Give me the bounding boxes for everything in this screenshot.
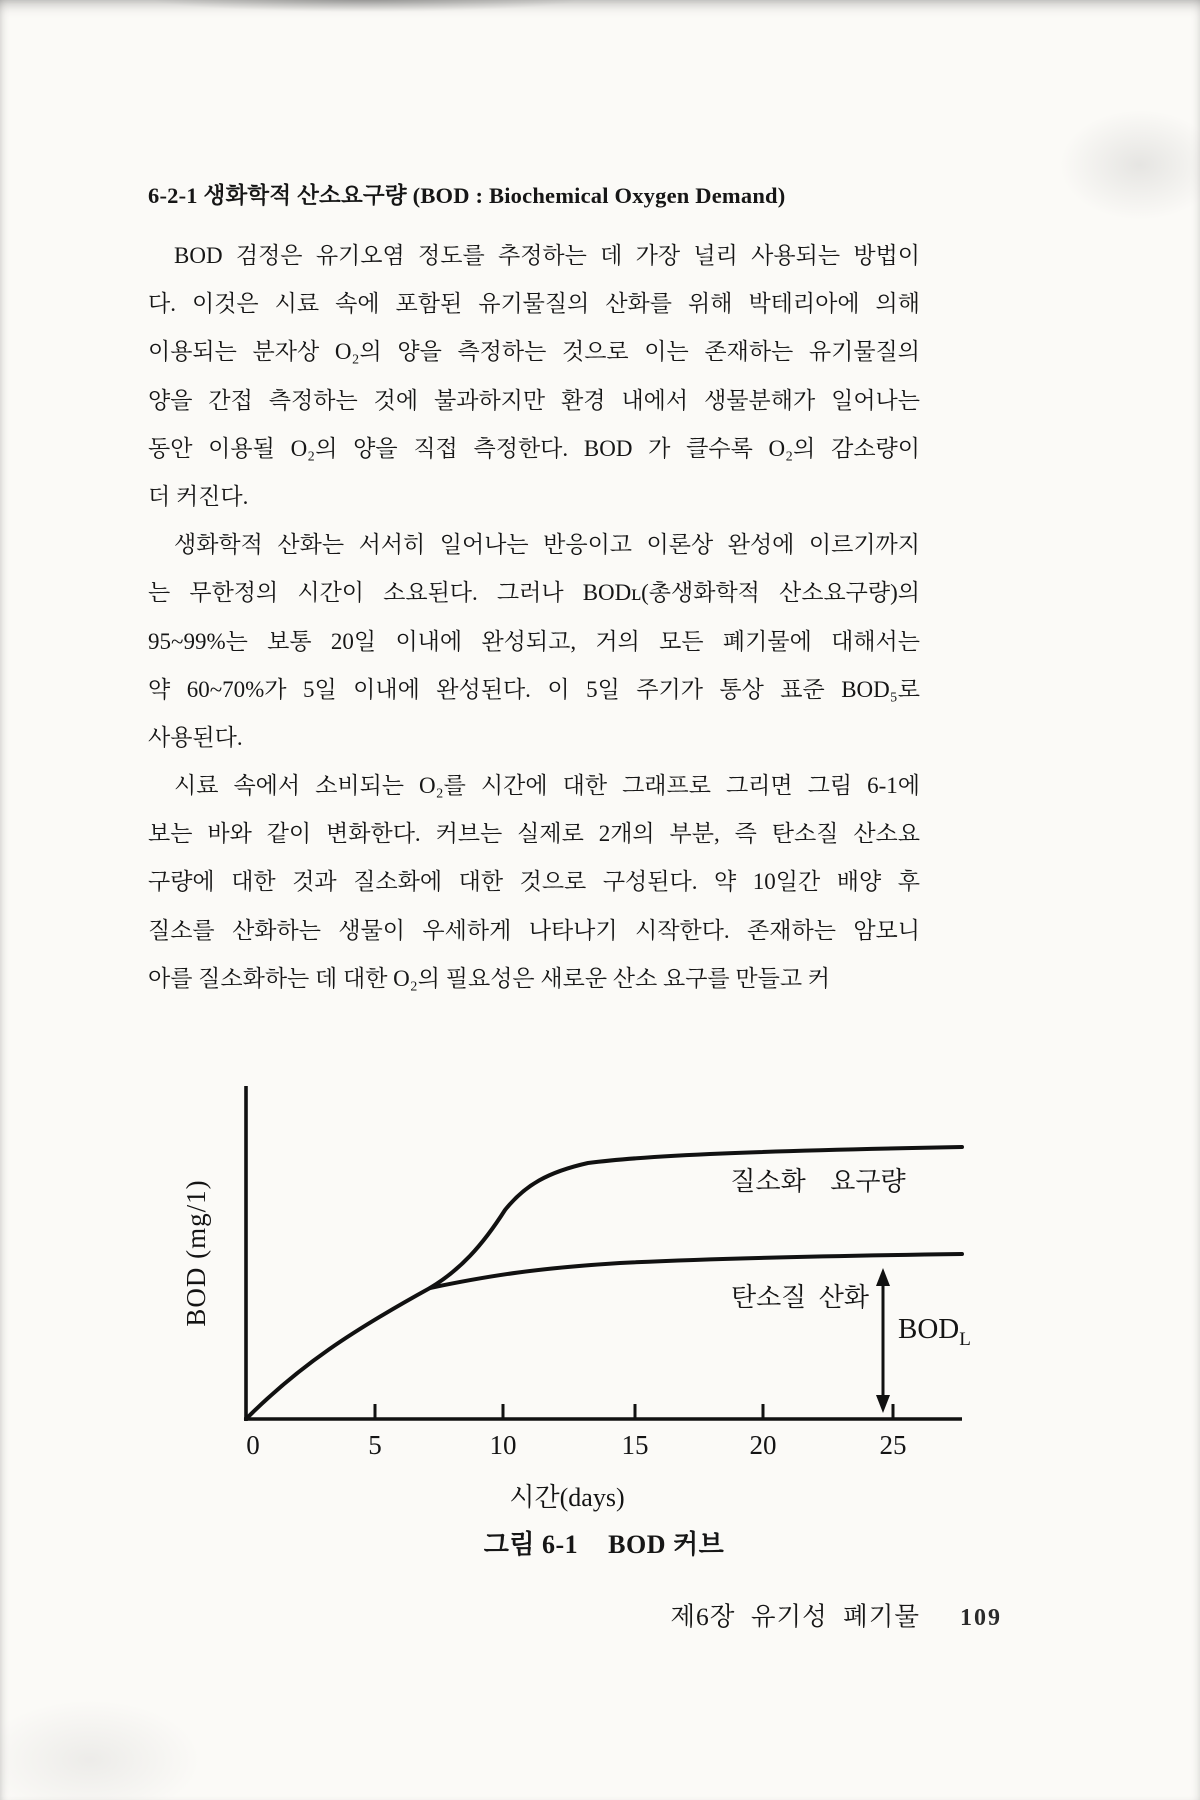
x-tick-marks — [375, 1404, 893, 1419]
figure-caption-title: BOD 커브 — [608, 1530, 725, 1559]
bod-l-base: BOD — [898, 1313, 960, 1345]
bod-curve-figure — [0, 1040, 1200, 1580]
body-line: BOD 검정은 유기오염 정도를 추정하는 데 가장 널리 사용되는 방법이 — [174, 243, 920, 268]
x-tick-label: 0 — [246, 1430, 260, 1460]
y-axis-label: BOD (mg/1) — [181, 1179, 211, 1327]
chapter-title: 제6장 유기성 폐기물 — [670, 1602, 920, 1631]
carbonaceous-curve — [246, 1254, 962, 1419]
body-line: 이용되는 분자상 O₂의 양을 측정하는 것으로 이는 존재하는 유기물질의 — [148, 339, 920, 365]
body-line: 95~99%는 보통 20일 이내에 완성되고, 거의 모든 폐기물에 대해서는 — [148, 628, 920, 654]
scan-artifact — [1060, 110, 1200, 220]
section-heading: 6-2-1 생화학적 산소요구량 (BOD : Biochemical Oxygen Demand) — [148, 183, 786, 208]
scan-artifact — [0, 1700, 200, 1800]
page-footer — [520, 1597, 1002, 1633]
bod-curve-chart — [0, 1040, 1200, 1580]
x-tick-labels — [246, 1430, 906, 1460]
body-line: 질소를 산화하는 생물이 우세하게 나타나기 시작한다. 존재하는 암모니 — [148, 917, 920, 943]
body-line: 더 커진다. — [148, 483, 249, 509]
x-tick-label: 5 — [368, 1430, 382, 1460]
body-line: 생화학적 산화는 서서히 일어나는 반응이고 이론상 완성에 이르기까지 — [174, 532, 920, 558]
body-line: 동안 이용될 O₂의 양을 직접 측정한다. BOD 가 클수록 O₂의 감소량이 — [148, 435, 920, 461]
page-number: 109 — [960, 1605, 1002, 1631]
carbonaceous-label: 탄소질 산화 — [730, 1283, 870, 1312]
figure-caption-label: 그림 6-1 — [483, 1530, 579, 1559]
body-line: 양을 간접 측정하는 것에 불과하지만 환경 내에서 생물분해가 일어나는 — [148, 387, 920, 413]
body-line: 사용된다. — [148, 724, 243, 750]
body-text — [148, 232, 920, 1003]
bod-l-arrow — [876, 1268, 890, 1413]
body-line: 는 무한정의 시간이 소요된다. 그러나 BODʟ(총생화학적 산소요구량)의 — [148, 580, 920, 606]
body-line: 보는 바와 같이 변화한다. 커브는 실제로 2개의 부분, 즉 탄소질 산소요 — [148, 821, 920, 847]
x-tick-label: 20 — [749, 1430, 777, 1460]
x-axis-label: 시간(days) — [509, 1483, 625, 1512]
x-tick-label: 15 — [621, 1430, 649, 1460]
x-tick-label: 25 — [879, 1430, 907, 1460]
bod-l-label — [898, 1313, 971, 1350]
body-line: 아를 질소화하는 데 대한 O₂의 필요성은 새로운 산소 요구를 만들고 커 — [148, 965, 831, 991]
bod-l-subscript: L — [959, 1329, 971, 1350]
body-line: 구량에 대한 것과 질소화에 대한 것으로 구성된다. 약 10일간 배양 후 — [148, 869, 920, 895]
x-tick-label: 10 — [489, 1430, 517, 1460]
body-line: 약 60~70%가 5일 이내에 완성된다. 이 5일 주기가 통상 표준 BOD₅로 — [148, 676, 920, 702]
body-line: 시료 속에서 소비되는 O₂를 시간에 대한 그래프로 그리면 그림 6-1에 — [174, 773, 920, 799]
scan-artifact — [150, 0, 580, 12]
body-line: 다. 이것은 시료 속에 포함된 유기물질의 산화를 위해 박테리아에 의해 — [148, 291, 920, 317]
figure-caption — [246, 1524, 962, 1561]
nitrification-label: 질소화 요구량 — [730, 1167, 906, 1196]
